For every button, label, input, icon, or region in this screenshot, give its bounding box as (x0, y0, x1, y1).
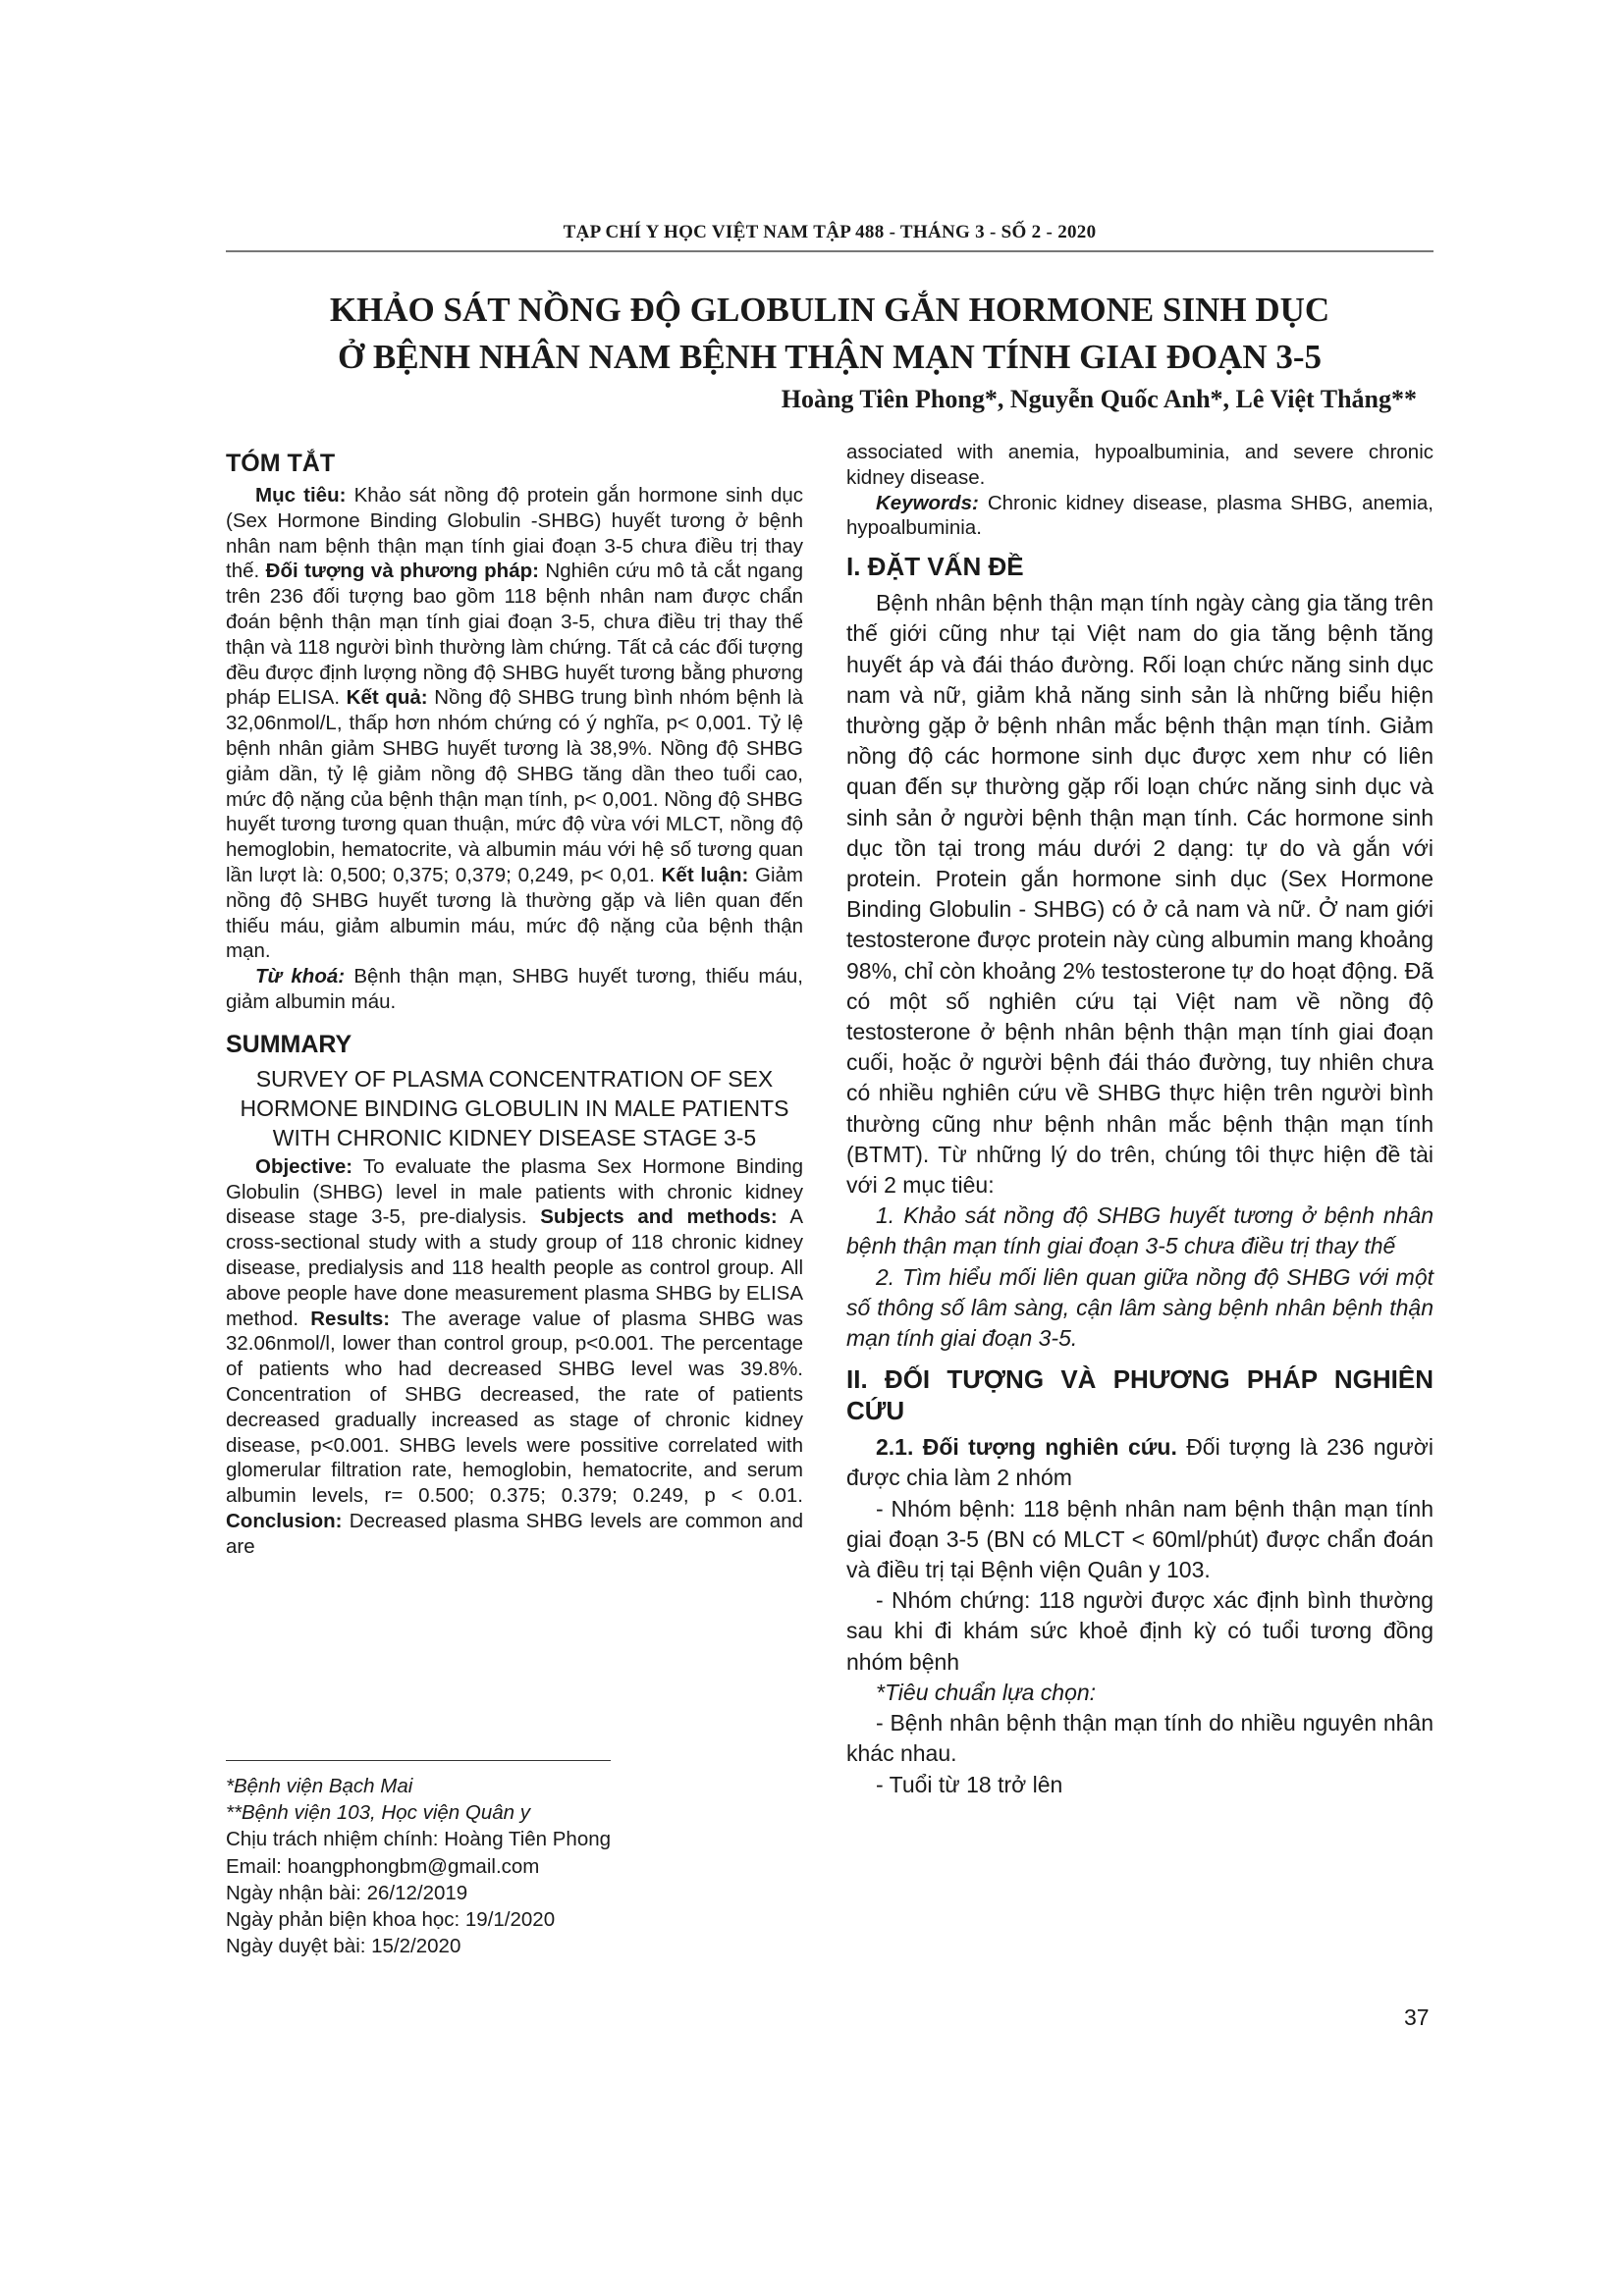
footnotes (226, 1773, 815, 1959)
results-label-vi: Kết quả: (346, 686, 428, 710)
results-text-en: The average value of plasma SHBG was 32.06nmol/l, lower than control group, p<0.001. The percentage of patients who had decreased SHBG level was 39.8%. Concentration of SHBG decreased, the rate of patients decreased gradually increased as stage of chronic kidney disease, p<0.001. SHBG levels were possitive correlated with glomerular filtration rate, hemoglobin, hematocrite, and serum albumin levels, r= 0.500; 0.375; 0.379; 0.249, p < 0.01. (226, 1307, 803, 1508)
contact-email: Email: hoangphongbm@gmail.com (226, 1854, 540, 1878)
abstract-en-body (226, 1154, 803, 1560)
control-group: - Nhóm chứng: 118 người được xác định bình thường sau khi đi khám sức khoẻ định kỳ có tuổi tương đồng nhóm bệnh (846, 1587, 1434, 1675)
accepted-date: Ngày duyệt bài: 15/2/2020 (226, 1935, 461, 1958)
results-text-vi: Nồng độ SHBG trung bình nhóm bệnh là 32,06nmol/L, thấp hơn nhóm chứng có ý nghĩa, p< 0,001. Tỷ lệ bệnh nhân giảm SHBG huyết tương là 38,9%. Nồng độ SHBG giảm dần, tỷ lệ giảm nồng độ SHBG tăng dần theo tuổi cao, mức độ nặng của bệnh thận mạn tính, p< 0,001. Nồng độ SHBG huyết tương tương quan thuận, mức độ vừa với MLCT, nồng độ hemoglobin, hematocrite, và albumin máu với hệ số tương quan lần lượt là: 0,500; 0,375; 0,379; 0,249, p< 0,01. (226, 686, 803, 886)
selection-criteria-heading: *Tiêu chuẩn lựa chọn: (876, 1679, 1097, 1705)
keywords-en (846, 491, 1434, 542)
methods-text-en: A cross-sectional study with a study group of 118 chronic kidney disease, predialysis and 118 health people as control group. All above people have done measurement plasma SHBG by ELISA method. (226, 1205, 803, 1330)
title-line-2: Ở BỆNH NHÂN NAM BỆNH THẬN MẠN TÍNH GIAI ĐOẠN 3-5 (337, 338, 1323, 376)
conclusion-label-vi: Kết luận: (661, 863, 749, 886)
methods-text-vi: Nghiên cứu mô tả cắt ngang trên 236 đối tượng bao gồm 118 bệnh nhân nam được chẩn đoán bệnh thận mạn tính giai đoạn 3-5, chưa điều trị thay thế thận và 118 người bình thường làm chứng. Tất cả các đối tượng đều được định lượng nồng độ SHBG huyết tương bằng phương pháp ELISA. (226, 560, 804, 710)
objective-1: 1. Khảo sát nồng độ SHBG huyết tương ở bệnh nhân bệnh thận mạn tính giai đoạn 3-5 chưa điều trị thay thế (846, 1202, 1434, 1259)
left-column (226, 440, 803, 1559)
subsection-2-1 (846, 1432, 1434, 1493)
subsection-2-1-text: Đối tượng là 236 người được chia làm 2 nhóm (846, 1434, 1434, 1491)
abstract-vi-body (226, 483, 803, 964)
right-column (846, 440, 1434, 1800)
objective-2: 2. Tìm hiểu mối liên quan giữa nồng độ SHBG với một số thông số lâm sàng, cận lâm sàng bệnh nhân bệnh thận mạn tính giai đoạn 3-5. (846, 1263, 1434, 1352)
page-number: 37 (1404, 2004, 1430, 2030)
keywords-label-en: Keywords: (876, 491, 979, 514)
affiliation-2: **Bệnh viện 103, Học viện Quân y (226, 1801, 530, 1825)
article-title (226, 287, 1434, 381)
section-2-body (846, 1432, 1434, 1799)
objective-label-en: Objective: (255, 1154, 353, 1178)
keywords-text-en: Chronic kidney disease, plasma SHBG, anemia, hypoalbuminia. (846, 491, 1434, 540)
conclusion-text-en-part1: Decreased plasma SHBG levels are common and are (226, 1509, 803, 1558)
journal-header: TẠP CHÍ Y HỌC VIỆT NAM TẬP 488 - THÁNG 3 - SỐ 2 - 2020 (563, 222, 1097, 242)
section-1-heading: I. ĐẶT VẤN ĐỀ (846, 552, 1024, 582)
conclusion-text-vi: Giảm nồng độ SHBG huyết tương là thường gặp và liên quan đến thiếu máu, giảm albumin máu, mức độ nặng của bệnh thận mạn. (226, 863, 803, 963)
footnote-divider (226, 1760, 611, 1761)
objective-text-vi: Khảo sát nồng độ protein gắn hormone sinh dục (Sex Hormone Binding Globulin -SHBG) huyết tương ở bệnh nhân nam bệnh thận mạn tính giai đoạn 3-5 chưa điều trị thay thế. (226, 484, 803, 583)
header-divider (226, 250, 1434, 252)
keywords-text-vi: Bệnh thận mạn, SHBG huyết tương, thiếu máu, giảm albumin máu. (226, 965, 803, 1013)
selection-criterion-2: - Tuổi từ 18 trở lên (876, 1771, 1063, 1797)
summary-heading: SUMMARY (226, 1030, 352, 1058)
section-1-paragraph: Bệnh nhân bệnh thận mạn tính ngày càng gia tăng trên thế giới cũng như tại Việt nam do gia tăng bệnh tăng huyết áp và đái tháo đường. Rối loạn chức năng sinh dục nam và nữ, giảm khả năng sinh sản là những biểu hiện thường gặp ở bệnh nhân mắc bệnh thận mạn tính. Giảm nồng độ các hormone sinh dục được xem như có liên quan đến sự thường gặp rối loạn chức năng sinh dục và sinh sản ở người bệnh thận mạn tính. Các hormone sinh dục tồn tại trong máu dưới 2 dạng: tự do và gắn với protein. Protein gắn hormone sinh dục (Sex Hormone Binding Globulin - SHBG) có ở cả nam và nữ. Ở nam giới testosterone được protein này cùng albumin mang khoảng 98%, chỉ còn khoảng 2% testosterone tự do hoạt động. Đã có một số nghiên cứu tại Việt nam về nồng độ testosterone ở bệnh nhân bệnh thận mạn tính giai đoạn cuối, hoặc ở người bệnh đái tháo đường, tuy nhiên chưa có nhiều nghiên cứu về SHBG thực hiện trên người bình thường cũng như bệnh nhân mắc bệnh thận mạn tính (BTMT). Từ những lý do trên, chúng tôi thực hiện đề tài với 2 mục tiêu: (846, 590, 1434, 1199)
objective-label-vi: Mục tiêu: (255, 484, 347, 507)
responsible-author: Chịu trách nhiệm chính: Hoàng Tiên Phong (226, 1828, 612, 1851)
section-1-body (846, 588, 1434, 1354)
section-2-heading: II. ĐỐI TƯỢNG VÀ PHƯƠNG PHÁP NGHIÊN CỨU (846, 1364, 1434, 1426)
summary-title: SURVEY OF PLASMA CONCENTRATION OF SEX HORMONE BINDING GLOBULIN IN MALE PATIENTS WITH CHRONIC KIDNEY DISEASE STAGE 3-5 (240, 1065, 789, 1150)
conclusion-label-en: Conclusion: (226, 1509, 343, 1532)
affiliation-1: *Bệnh viện Bạch Mai (226, 1775, 413, 1797)
methods-label-en: Subjects and methods: (540, 1205, 778, 1229)
objective-text-en: To evaluate the plasma Sex Hormone Binding Globulin (SHBG) level in male patients with chronic kidney disease stage 3-5, pre-dialysis. (226, 1154, 803, 1229)
conclusion-text-en-part2: associated with anemia, hypoalbuminia, and severe chronic kidney disease. (846, 441, 1434, 489)
keywords-label-vi: Từ khoá: (255, 965, 346, 988)
patient-group: - Nhóm bệnh: 118 bệnh nhân nam bệnh thận mạn tính giai đoạn 3-5 (BN có MLCT < 60ml/phút) được chẩn đoán và điều trị tại Bệnh viện Quân y 103. (846, 1495, 1434, 1583)
results-label-en: Results: (310, 1307, 391, 1330)
selection-criterion-1: - Bệnh nhân bệnh thận mạn tính do nhiều nguyên nhân khác nhau. (846, 1710, 1434, 1767)
abstract-en-continued (846, 440, 1434, 491)
review-date: Ngày phản biện khoa học: 19/1/2020 (226, 1908, 556, 1932)
abstract-vi-heading: TÓM TẮT (226, 450, 336, 477)
author-list: Hoàng Tiên Phong*, Nguyễn Quốc Anh*, Lê Việt Thắng** (781, 385, 1417, 413)
title-line-1: KHẢO SÁT NỒNG ĐỘ GLOBULIN GẮN HORMONE SINH DỤC (329, 291, 1330, 329)
received-date: Ngày nhận bài: 26/12/2019 (226, 1881, 468, 1904)
subsection-2-1-label: 2.1. Đối tượng nghiên cứu. (876, 1434, 1177, 1461)
methods-label-vi: Đối tượng và phương pháp: (265, 560, 539, 583)
keywords-vi (226, 964, 803, 1015)
